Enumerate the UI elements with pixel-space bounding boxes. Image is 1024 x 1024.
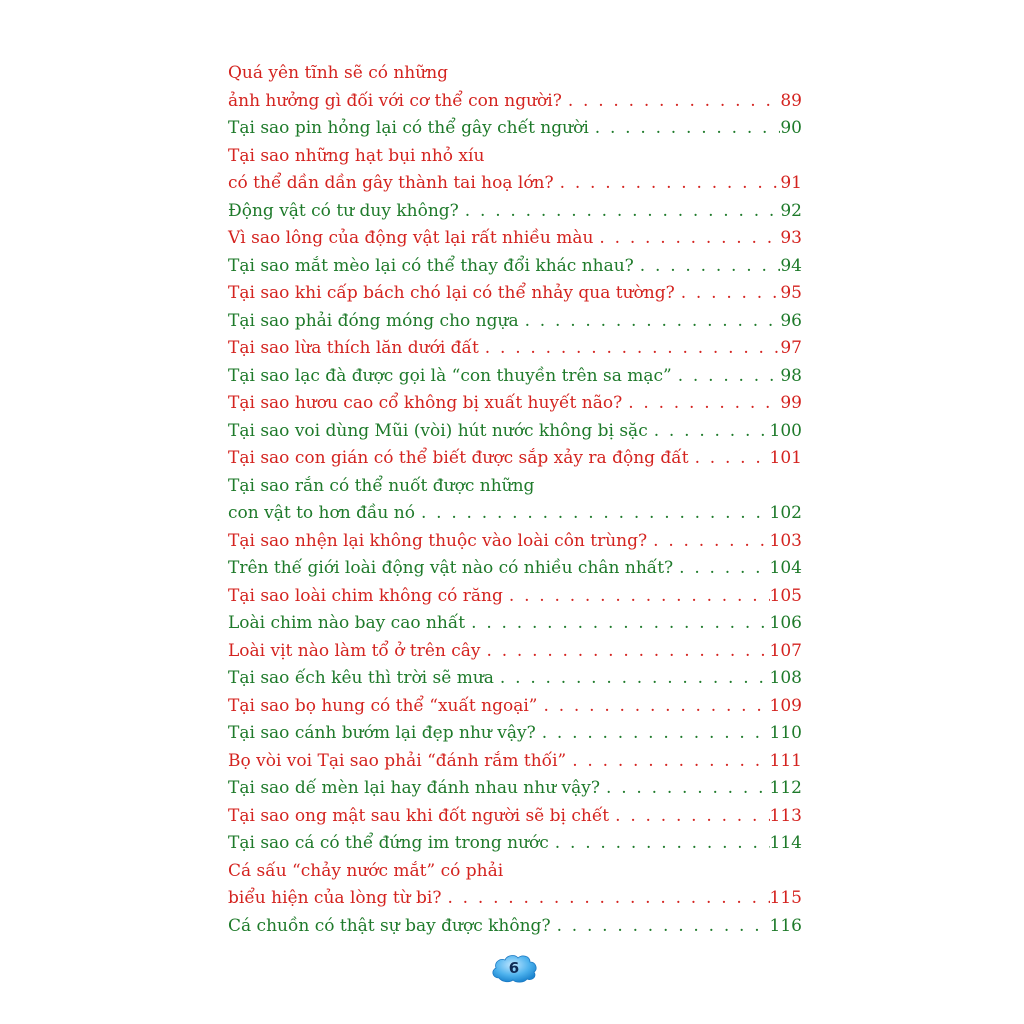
toc-entry-title: Loài chim nào bay cao nhất [228,613,466,633]
toc-leader-dots [487,638,770,666]
toc-entry [228,225,802,253]
toc-leader-dots [465,198,781,226]
toc-entry-title: Tại sao phải đóng móng cho ngựa [228,310,519,331]
toc-entry-page: 99 [780,393,802,413]
toc-leader-dots [678,363,781,391]
toc-leader-dots [572,748,769,776]
toc-entry-title: Loài vịt nào làm tổ ở trên cây [228,640,481,661]
toc-entry-page: 107 [769,640,802,661]
toc-leader-dots [628,390,780,418]
toc-entry-title: Tại sao ong mật sau khi đốt người sẽ bị chết [228,805,610,826]
toc-entry-title: Tại sao những hạt bụi nhỏ xíu [228,145,485,166]
toc-leader-dots [615,803,769,831]
toc-entry [228,830,802,858]
toc-entry [228,198,802,226]
toc-entry [228,720,802,748]
toc-leader-dots [595,115,781,143]
toc-entry-title: Động vật có tư duy không? [228,200,459,221]
toc-entry-title: Quá yên tĩnh sẽ có những [228,63,449,83]
toc-entry [228,473,802,501]
toc-entry [228,775,802,803]
toc-leader-dots [640,253,781,281]
toc-entry-title: Tại sao lừa thích lăn dưới đất [228,338,479,358]
toc-leader-dots [555,830,770,858]
toc-entry [228,115,802,143]
table-of-contents [228,60,802,940]
toc-entry [228,60,802,88]
toc-entry-page: 116 [769,915,802,936]
toc-leader-dots [654,418,770,446]
toc-entry-title: Tại sao loài chim không có răng [228,585,503,606]
page-number: 6 [508,959,520,977]
toc-entry-page: 94 [780,255,802,276]
toc-entry-title: Tại sao cá có thể đứng im trong nước [228,833,549,853]
toc-leader-dots [485,335,781,363]
toc-entry-page: 95 [780,283,802,303]
toc-entry [228,858,802,886]
toc-entry-page: 109 [769,695,802,716]
toc-entry-page: 97 [780,338,802,358]
toc-entry [228,500,802,528]
toc-leader-dots [447,885,769,913]
toc-entry-title: Tại sao pin hỏng lại có thể gây chết người [228,118,589,138]
toc-entry-page: 93 [780,228,802,248]
toc-entry [228,445,802,473]
toc-leader-dots [560,170,781,198]
toc-entry-title: Tại sao nhện lại không thuộc vào loài côn trùng? [228,530,648,551]
toc-leader-dots [543,693,769,721]
toc-entry-page: 100 [769,420,802,441]
toc-entry [228,610,802,638]
toc-entry-page: 96 [780,310,802,331]
toc-entry-page: 101 [769,448,802,468]
toc-entry-page: 98 [780,365,802,386]
toc-entry-title: Trên thế giới loài động vật nào có nhiều chân nhất? [228,558,674,578]
toc-entry-title: Tại sao dế mèn lại hay đánh nhau như vậy? [228,778,601,798]
toc-leader-dots [681,280,781,308]
toc-entry-page: 112 [769,778,802,798]
toc-leader-dots [542,720,770,748]
toc-leader-dots [599,225,780,253]
toc-entry-page: 114 [769,833,802,853]
toc-entry [228,638,802,666]
toc-entry-title: Tại sao con gián có thể biết được sắp xảy ra động đất [228,448,689,468]
toc-entry-page: 103 [769,530,802,551]
toc-leader-dots [471,610,769,638]
toc-entry-page: 91 [780,173,802,193]
toc-leader-dots [500,665,770,693]
toc-entry-title: Tại sao lạc đà được gọi là “con thuyền trên sa mạc” [228,365,672,386]
toc-entry-title: Cá chuồn có thật sự bay được không? [228,915,551,936]
toc-entry-title: có thể dần dần gây thành tai hoạ lớn? [228,173,554,193]
toc-entry-title: con vật to hơn đầu nó [228,503,415,523]
toc-entry-title: Tại sao ếch kêu thì trời sẽ mưa [228,668,494,688]
toc-entry-title: Tại sao voi dùng Mũi (vòi) hút nước không bị sặc [228,420,648,441]
toc-entry-page: 110 [769,723,802,743]
toc-leader-dots [606,775,770,803]
toc-entry-title: Vì sao lông của động vật lại rất nhiều màu [228,228,594,248]
toc-entry-page: 115 [769,888,802,908]
toc-entry [228,390,802,418]
toc-entry [228,280,802,308]
toc-leader-dots [653,528,769,556]
toc-entry-page: 106 [769,613,802,633]
toc-entry-page: 104 [769,558,802,578]
toc-entry-title: Bọ vòi voi Tại sao phải “đánh rắm thối” [228,750,567,771]
toc-entry [228,253,802,281]
toc-entry-page: 102 [769,503,802,523]
toc-entry [228,665,802,693]
toc-entry [228,88,802,116]
toc-entry-page: 105 [769,585,802,606]
toc-entry-title: Tại sao rắn có thể nuốt được những [228,475,535,496]
toc-entry [228,308,802,336]
toc-entry-page: 108 [769,668,802,688]
toc-entry [228,418,802,446]
toc-entry [228,693,802,721]
toc-entry [228,528,802,556]
toc-entry-page: 113 [769,805,802,826]
toc-entry-title: Tại sao mắt mèo lại có thể thay đổi khác nhau? [228,255,634,276]
toc-entry [228,885,802,913]
toc-entry-title: Tại sao bọ hung có thể “xuất ngoại” [228,695,538,716]
toc-entry-title: Tại sao khi cấp bách chó lại có thể nhảy qua tường? [228,283,675,303]
toc-entry [228,913,802,941]
toc-entry [228,363,802,391]
toc-entry-title: Tại sao cánh bướm lại đẹp như vậy? [228,723,536,743]
toc-entry-page: 92 [780,200,802,221]
toc-entry-page: 111 [769,750,802,771]
toc-entry [228,748,802,776]
toc-entry-title: Tại sao hươu cao cổ không bị xuất huyết não? [228,393,623,413]
toc-entry-title: ảnh hưởng gì đối với cơ thể con người? [228,90,562,111]
toc-entry-title: Cá sấu “chảy nước mắt” có phải [228,860,504,881]
toc-entry [228,335,802,363]
toc-entry-page: 89 [780,90,802,111]
toc-entry [228,555,802,583]
toc-leader-dots [568,88,781,116]
page-number-badge [489,951,539,985]
toc-entry [228,583,802,611]
toc-entry [228,143,802,171]
toc-leader-dots [525,308,781,336]
toc-entry-page: 90 [780,118,802,138]
toc-leader-dots [509,583,770,611]
toc-leader-dots [557,913,770,941]
toc-leader-dots [695,445,770,473]
toc-leader-dots [679,555,769,583]
toc-entry [228,803,802,831]
toc-entry-title: biểu hiện của lòng từ bi? [228,888,442,908]
toc-leader-dots [421,500,770,528]
toc-entry [228,170,802,198]
